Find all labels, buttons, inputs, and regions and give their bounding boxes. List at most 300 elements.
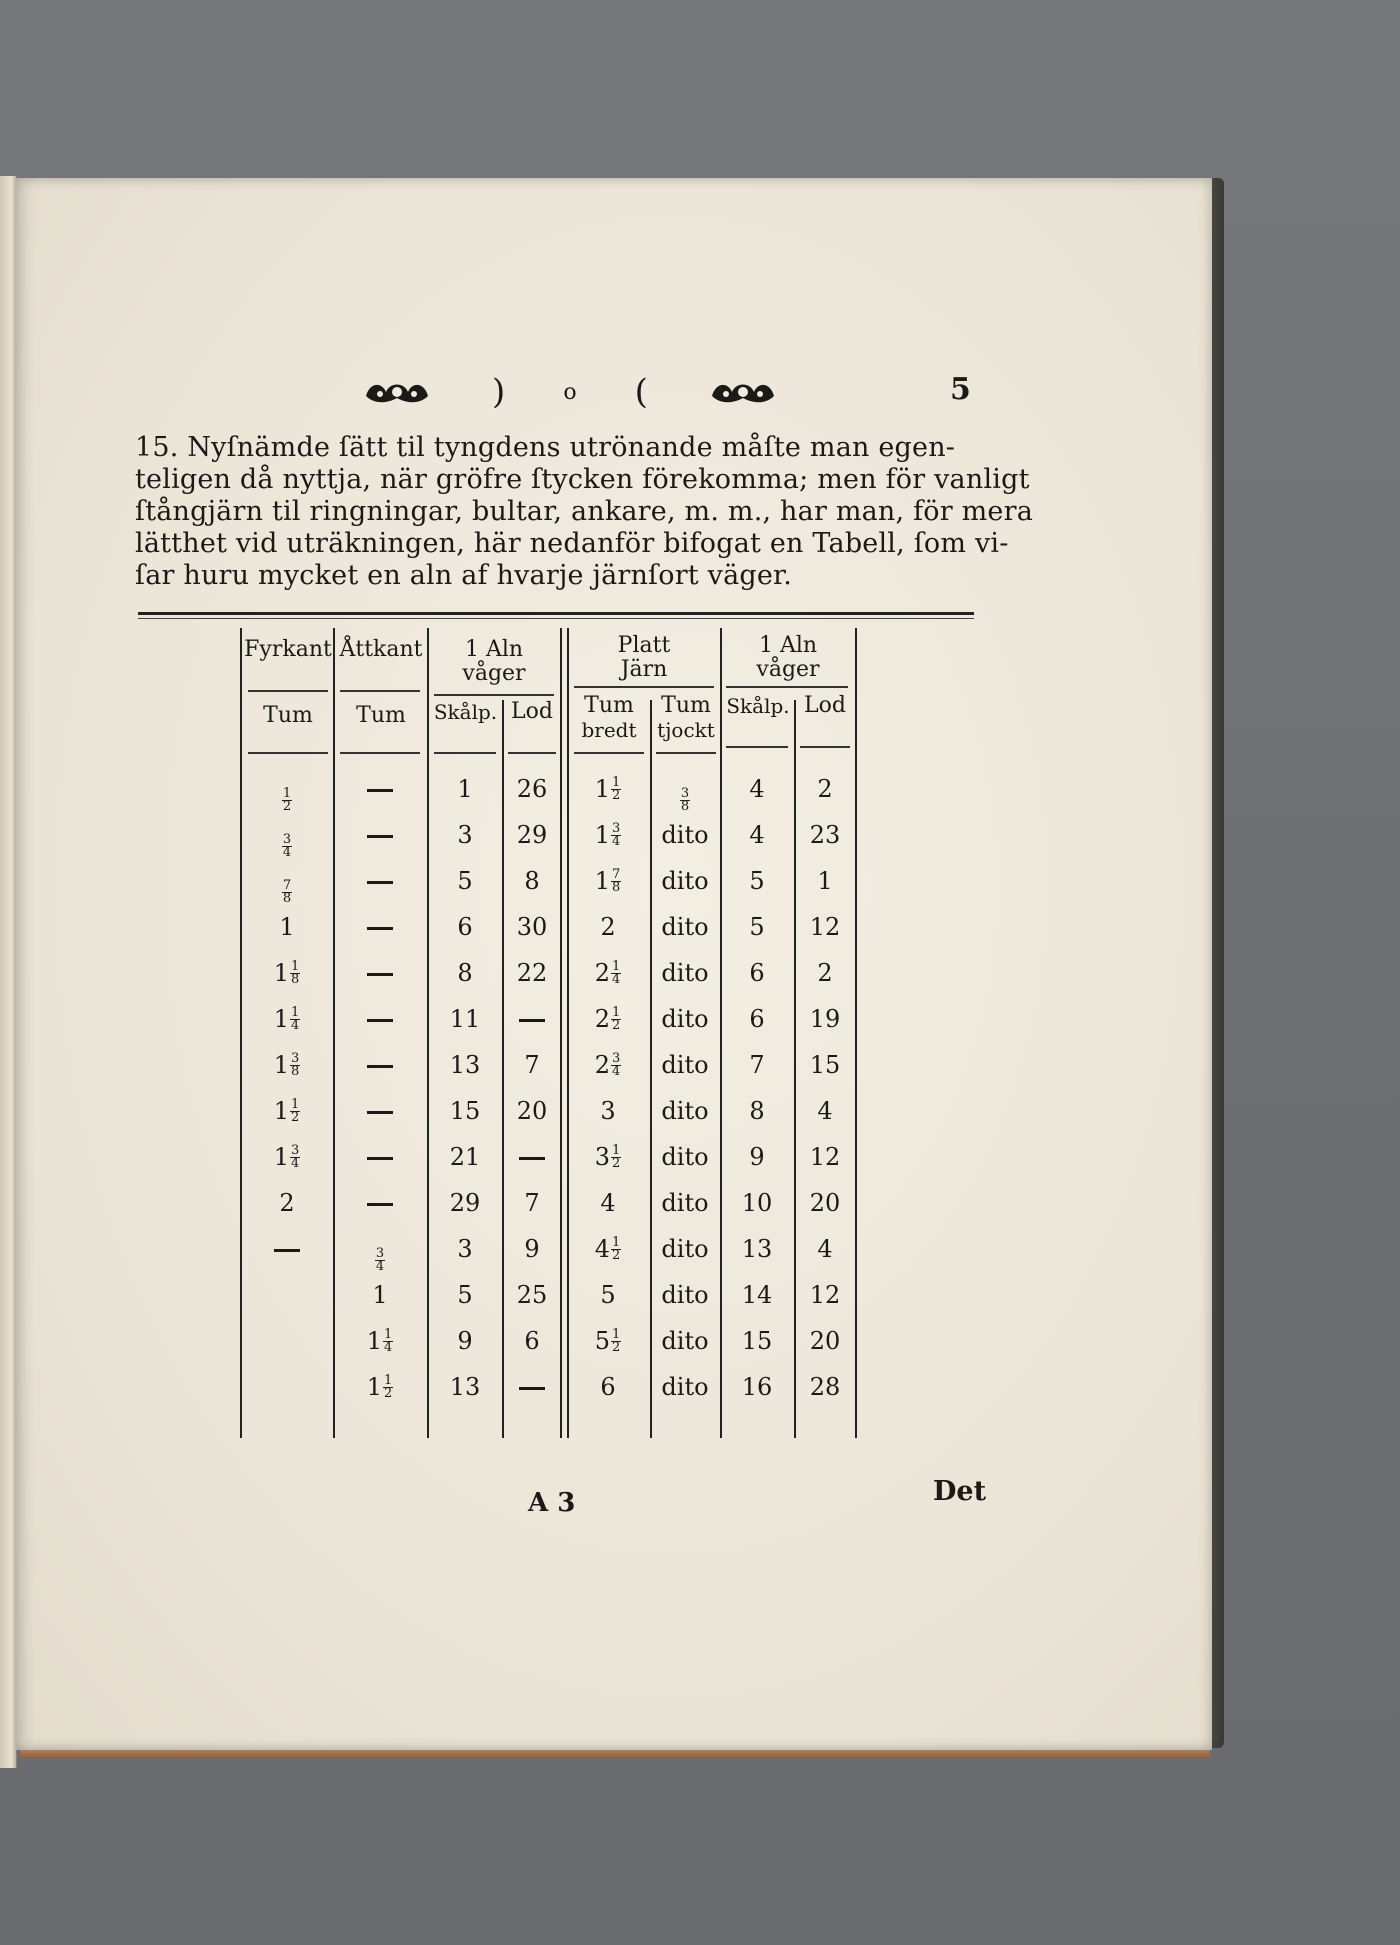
cell-text: dito bbox=[661, 867, 709, 895]
table-cell-skalp bbox=[435, 1234, 495, 1264]
table-cell-tjockt bbox=[655, 774, 715, 814]
table-cell-fyrkant bbox=[257, 1050, 317, 1080]
table-cell-fyrkant bbox=[257, 1142, 317, 1172]
whole-part: 2 bbox=[594, 1051, 610, 1079]
cell-text: 6 bbox=[600, 1373, 616, 1401]
table-cell-attkant bbox=[350, 1188, 410, 1218]
table-cell-lod2 bbox=[795, 1096, 855, 1126]
header-platt: Platt bbox=[617, 633, 671, 658]
table-cell-attkant bbox=[350, 1050, 410, 1080]
table-cell-fyrkant bbox=[257, 820, 317, 860]
table-cell-lod bbox=[502, 1050, 562, 1080]
cell-text: 4 bbox=[817, 1097, 833, 1125]
table-cell-skalp bbox=[435, 774, 495, 804]
fraction bbox=[611, 958, 621, 987]
dash-mark bbox=[367, 789, 393, 792]
header-rule bbox=[574, 752, 644, 754]
fraction bbox=[290, 1050, 300, 1079]
table-cell-skalp2 bbox=[727, 866, 787, 896]
denominator: 8 bbox=[612, 879, 621, 895]
floral-ornament-icon bbox=[360, 374, 434, 410]
numerator: 1 bbox=[612, 1004, 621, 1020]
table-cell-fyrkant bbox=[257, 866, 317, 906]
cell-text: dito bbox=[661, 821, 709, 849]
paragraph-line: ſar huru mycket en aln af hvarje järnſort väger. bbox=[135, 560, 792, 591]
dash-text bbox=[393, 1188, 394, 1189]
cell-text: 2 bbox=[817, 959, 833, 987]
table-cell-skalp2 bbox=[727, 912, 787, 942]
table-top-rule bbox=[138, 612, 974, 615]
denominator: 8 bbox=[680, 799, 690, 814]
table-cell-fyrkant bbox=[257, 1326, 317, 1356]
table-cell-skalp bbox=[435, 1004, 495, 1034]
numerator: 1 bbox=[612, 1326, 621, 1342]
table-cell-lod bbox=[502, 1372, 562, 1402]
table-cell-lod bbox=[502, 912, 562, 942]
cell-text: 16 bbox=[741, 1373, 773, 1401]
cell-text: dito bbox=[661, 1097, 709, 1125]
cell-text: 6 bbox=[749, 1005, 765, 1033]
denominator: 2 bbox=[612, 1339, 621, 1355]
dash-mark bbox=[367, 1157, 393, 1160]
denominator: 4 bbox=[612, 971, 621, 987]
dash-mark bbox=[519, 1387, 545, 1390]
headpiece-ornament bbox=[360, 370, 780, 414]
table-column-rule bbox=[427, 628, 429, 1438]
whole-part: 1 bbox=[273, 959, 289, 987]
cell-text: 8 bbox=[457, 959, 473, 987]
header-tum-2: Tum bbox=[356, 703, 406, 728]
table-cell-lod2 bbox=[795, 820, 855, 850]
dash-text bbox=[393, 1142, 394, 1143]
table-cell-fyrkant bbox=[257, 1280, 317, 1310]
dash-text bbox=[393, 866, 394, 867]
table-cell-skalp bbox=[435, 912, 495, 942]
cell-text: 5 bbox=[457, 1281, 473, 1309]
numerator: 1 bbox=[612, 1142, 621, 1158]
fraction bbox=[290, 958, 300, 987]
whole-part: 1 bbox=[366, 1327, 382, 1355]
numerator: 3 bbox=[612, 820, 621, 836]
table-cell-bredt bbox=[578, 1188, 638, 1218]
fraction bbox=[290, 1142, 300, 1171]
table-cell-skalp bbox=[435, 820, 495, 850]
header-rule bbox=[508, 752, 556, 754]
table-column-rule bbox=[333, 628, 335, 1438]
table-cell-lod bbox=[502, 1142, 562, 1172]
cell-text: 9 bbox=[457, 1327, 473, 1355]
table-column-rule bbox=[650, 700, 652, 1438]
mixed-number bbox=[282, 834, 292, 859]
cell-text: 12 bbox=[809, 913, 841, 941]
denominator: 4 bbox=[282, 845, 292, 860]
dash-text bbox=[393, 1004, 394, 1005]
fraction bbox=[611, 1326, 621, 1355]
table-cell-skalp bbox=[435, 866, 495, 896]
table-column-rule bbox=[855, 628, 857, 1438]
fraction bbox=[611, 866, 621, 895]
table-column-rule bbox=[720, 628, 722, 1438]
numerator: 7 bbox=[282, 878, 292, 893]
cell-text: 6 bbox=[524, 1327, 540, 1355]
cell-text: dito bbox=[661, 1373, 709, 1401]
table-cell-tjockt bbox=[655, 912, 715, 942]
table-cell-lod2 bbox=[795, 866, 855, 896]
numerator: 1 bbox=[384, 1326, 393, 1342]
mixed-number bbox=[274, 1096, 301, 1126]
fraction bbox=[375, 1248, 385, 1273]
table-cell-bredt bbox=[578, 912, 638, 942]
dash-text bbox=[545, 1142, 546, 1143]
table-cell-fyrkant bbox=[257, 1234, 317, 1264]
denominator: 2 bbox=[291, 1109, 300, 1125]
header-fyrkant: Fyrkant bbox=[244, 637, 332, 662]
dash-text bbox=[393, 774, 394, 775]
cell-text: 3 bbox=[457, 821, 473, 849]
ornament-center: o bbox=[563, 379, 577, 405]
cell-text: 3 bbox=[600, 1097, 616, 1125]
header-rule bbox=[248, 752, 328, 754]
cell-text: 28 bbox=[809, 1373, 841, 1401]
cell-text: 13 bbox=[449, 1373, 481, 1401]
cell-text: 15 bbox=[741, 1327, 773, 1355]
cell-text: 9 bbox=[524, 1235, 540, 1263]
cell-text: 20 bbox=[516, 1097, 548, 1125]
header-tum-tjockt-1: Tum bbox=[661, 693, 711, 718]
cell-text: 25 bbox=[516, 1281, 548, 1309]
header-tum-1: Tum bbox=[263, 703, 313, 728]
cell-text: 4 bbox=[600, 1189, 616, 1217]
fraction bbox=[282, 880, 292, 905]
ornament-left-paren: ) bbox=[492, 372, 506, 412]
cell-text: 22 bbox=[516, 959, 548, 987]
cell-text: 14 bbox=[741, 1281, 773, 1309]
cell-text: 4 bbox=[749, 821, 765, 849]
table-cell-lod2 bbox=[795, 912, 855, 942]
cell-text: 9 bbox=[749, 1143, 765, 1171]
dash-text bbox=[545, 1372, 546, 1373]
numerator: 1 bbox=[384, 1372, 393, 1388]
cell-text: dito bbox=[661, 959, 709, 987]
fraction bbox=[611, 1142, 621, 1171]
header-rule bbox=[574, 686, 714, 688]
fraction bbox=[680, 788, 690, 813]
table-cell-attkant bbox=[350, 1280, 410, 1310]
table-cell-lod bbox=[502, 866, 562, 896]
table-cell-bredt bbox=[578, 820, 638, 850]
table-cell-skalp2 bbox=[727, 1004, 787, 1034]
denominator: 2 bbox=[612, 787, 621, 803]
table-cell-skalp2 bbox=[727, 958, 787, 988]
table-cell-lod bbox=[502, 774, 562, 804]
table-cell-lod bbox=[502, 1280, 562, 1310]
cell-text: 6 bbox=[749, 959, 765, 987]
cell-text: 5 bbox=[600, 1281, 616, 1309]
body-paragraph bbox=[135, 432, 1034, 592]
dash-text bbox=[393, 912, 394, 913]
table-cell-fyrkant bbox=[257, 912, 317, 942]
table-cell-bredt bbox=[578, 1050, 638, 1080]
header-aln-right: 1 Aln bbox=[758, 633, 818, 658]
numerator: 3 bbox=[375, 1246, 385, 1261]
table-cell-skalp bbox=[435, 1096, 495, 1126]
cell-text: 26 bbox=[516, 775, 548, 803]
whole-part: 1 bbox=[273, 1051, 289, 1079]
table-cell-bredt bbox=[578, 1280, 638, 1310]
table-cell-lod2 bbox=[795, 1050, 855, 1080]
table-cell-skalp2 bbox=[727, 1234, 787, 1264]
denominator: 4 bbox=[612, 833, 621, 849]
whole-part: 4 bbox=[594, 1235, 610, 1263]
numerator: 1 bbox=[291, 958, 300, 974]
whole-part: 5 bbox=[594, 1327, 610, 1355]
table-cell-lod2 bbox=[795, 1004, 855, 1034]
denominator: 2 bbox=[282, 799, 292, 814]
denominator: 2 bbox=[612, 1247, 621, 1263]
table-cell-lod bbox=[502, 1188, 562, 1218]
mixed-number bbox=[274, 1004, 301, 1034]
cell-text: 21 bbox=[449, 1143, 481, 1171]
fraction bbox=[383, 1372, 393, 1401]
cell-text: dito bbox=[661, 913, 709, 941]
mixed-number bbox=[274, 1050, 301, 1080]
whole-part: 2 bbox=[594, 1005, 610, 1033]
dash-mark bbox=[367, 1203, 393, 1206]
dash-mark bbox=[519, 1157, 545, 1160]
table-cell-attkant bbox=[350, 1142, 410, 1172]
mixed-number bbox=[595, 1326, 622, 1356]
header-rule bbox=[726, 746, 788, 748]
table-cell-bredt bbox=[578, 774, 638, 804]
table-cell-fyrkant bbox=[257, 958, 317, 988]
table-cell-attkant bbox=[350, 1004, 410, 1034]
mixed-number bbox=[595, 1050, 622, 1080]
denominator: 8 bbox=[282, 891, 292, 906]
table-cell-bredt bbox=[578, 1142, 638, 1172]
cell-text: dito bbox=[661, 1051, 709, 1079]
numerator: 3 bbox=[291, 1050, 300, 1066]
cell-text: 4 bbox=[817, 1235, 833, 1263]
cell-text: dito bbox=[661, 1235, 709, 1263]
table-cell-skalp2 bbox=[727, 1142, 787, 1172]
left-page-edge bbox=[0, 176, 17, 1768]
denominator: 2 bbox=[612, 1017, 621, 1033]
cell-text: 7 bbox=[524, 1051, 540, 1079]
table-cell-tjockt bbox=[655, 1050, 715, 1080]
mixed-number bbox=[274, 1142, 301, 1172]
table-column-rule bbox=[240, 628, 242, 1438]
cell-text: 8 bbox=[524, 867, 540, 895]
numerator: 7 bbox=[612, 866, 621, 882]
dash-mark bbox=[367, 835, 393, 838]
dash-mark bbox=[367, 927, 393, 930]
numerator: 3 bbox=[680, 786, 690, 801]
table-cell-skalp2 bbox=[727, 820, 787, 850]
table-cell-tjockt bbox=[655, 1280, 715, 1310]
header-skalp-left: Skålp. bbox=[433, 700, 498, 724]
denominator: 2 bbox=[384, 1385, 393, 1401]
table-cell-skalp2 bbox=[727, 1372, 787, 1402]
header-lod-right: Lod bbox=[804, 693, 846, 718]
header-tum-tjockt-2: tjockt bbox=[657, 718, 715, 742]
header-rule bbox=[434, 694, 554, 696]
table-cell-tjockt bbox=[655, 1096, 715, 1126]
table-cell-lod bbox=[502, 1234, 562, 1264]
table-cell-lod2 bbox=[795, 1234, 855, 1264]
cell-text: 13 bbox=[741, 1235, 773, 1263]
dash-mark bbox=[519, 1019, 545, 1022]
dash-text bbox=[393, 1096, 394, 1097]
table-cell-lod bbox=[502, 1096, 562, 1126]
table-cell-bredt bbox=[578, 1004, 638, 1034]
cell-text: dito bbox=[661, 1327, 709, 1355]
iron-weight-table bbox=[240, 628, 860, 1443]
numerator: 3 bbox=[291, 1142, 300, 1158]
dash-mark bbox=[367, 973, 393, 976]
header-rule bbox=[656, 752, 716, 754]
whole-part: 2 bbox=[594, 959, 610, 987]
paragraph-line: lätthet vid uträkningen, här nedanför bifogat en Tabell, ſom vi- bbox=[135, 528, 1009, 559]
cell-text: 23 bbox=[809, 821, 841, 849]
dash-text bbox=[393, 820, 394, 821]
table-cell-skalp bbox=[435, 1142, 495, 1172]
page-number: 5 bbox=[950, 372, 971, 407]
header-lod-left: Lod bbox=[511, 699, 553, 724]
table-cell-lod bbox=[502, 820, 562, 850]
table-cell-skalp bbox=[435, 1050, 495, 1080]
ornament-right-paren: ( bbox=[634, 372, 648, 412]
table-cell-lod2 bbox=[795, 1280, 855, 1310]
mixed-number bbox=[595, 1004, 622, 1034]
dash-text bbox=[300, 1234, 301, 1235]
table-cell-tjockt bbox=[655, 1372, 715, 1402]
table-top-rule-thin bbox=[138, 618, 974, 619]
denominator: 4 bbox=[291, 1155, 300, 1171]
fraction bbox=[611, 1050, 621, 1079]
fraction bbox=[290, 1004, 300, 1033]
dash-text bbox=[393, 1050, 394, 1051]
cell-text: 4 bbox=[749, 775, 765, 803]
cell-text: 2 bbox=[600, 913, 616, 941]
table-cell-lod2 bbox=[795, 958, 855, 988]
header-skalp-right: Skålp. bbox=[726, 694, 790, 718]
table-cell-skalp bbox=[435, 1326, 495, 1356]
dash-mark bbox=[274, 1249, 300, 1252]
table-cell-skalp2 bbox=[727, 1050, 787, 1080]
table-cell-lod2 bbox=[795, 1188, 855, 1218]
table-cell-tjockt bbox=[655, 1004, 715, 1034]
table-cell-skalp bbox=[435, 1372, 495, 1402]
table-cell-bredt bbox=[578, 1372, 638, 1402]
table-cell-attkant bbox=[350, 1234, 410, 1274]
whole-part: 1 bbox=[594, 775, 610, 803]
paragraph-line: ſtångjärn til ringningar, bultar, ankare, m. m., har man, för mera bbox=[135, 496, 1034, 527]
header-tum-bredt-2: bredt bbox=[581, 718, 637, 742]
cell-text: 10 bbox=[741, 1189, 773, 1217]
table-cell-fyrkant bbox=[257, 1004, 317, 1034]
table-cell-attkant bbox=[350, 912, 410, 942]
header-rule bbox=[340, 690, 420, 692]
cell-text: 11 bbox=[449, 1005, 481, 1033]
numerator: 1 bbox=[291, 1096, 300, 1112]
table-cell-tjockt bbox=[655, 958, 715, 988]
cell-text: dito bbox=[661, 1281, 709, 1309]
cell-text: 29 bbox=[449, 1189, 481, 1217]
paragraph-line: 15. Nyſnämde ſätt til tyngdens utrönande måſte man egen- bbox=[135, 432, 956, 463]
numerator: 1 bbox=[612, 774, 621, 790]
table-cell-bredt bbox=[578, 958, 638, 988]
cell-text: 8 bbox=[749, 1097, 765, 1125]
cell-text: 3 bbox=[457, 1235, 473, 1263]
denominator: 4 bbox=[612, 1063, 621, 1079]
numerator: 1 bbox=[612, 1234, 621, 1250]
mixed-number bbox=[595, 1142, 622, 1172]
table-cell-lod2 bbox=[795, 1372, 855, 1402]
cell-text: 19 bbox=[809, 1005, 841, 1033]
cell-text: 2 bbox=[817, 775, 833, 803]
cell-text: 1 bbox=[457, 775, 473, 803]
table-cell-fyrkant bbox=[257, 1096, 317, 1126]
dash-mark bbox=[367, 881, 393, 884]
denominator: 8 bbox=[291, 1063, 300, 1079]
cell-text: 1 bbox=[279, 913, 295, 941]
dash-mark bbox=[367, 1019, 393, 1022]
cell-text: 5 bbox=[749, 867, 765, 895]
dash-text bbox=[545, 1004, 546, 1005]
table-cell-fyrkant bbox=[257, 1188, 317, 1218]
denominator: 4 bbox=[375, 1259, 385, 1274]
fraction bbox=[383, 1326, 393, 1355]
table-cell-tjockt bbox=[655, 1142, 715, 1172]
table-cell-skalp bbox=[435, 1188, 495, 1218]
cell-text: dito bbox=[661, 1143, 709, 1171]
whole-part: 1 bbox=[594, 867, 610, 895]
table-cell-attkant bbox=[350, 774, 410, 804]
cell-text: 1 bbox=[817, 867, 833, 895]
fraction bbox=[282, 788, 292, 813]
dash-text bbox=[393, 958, 394, 959]
header-rule bbox=[340, 752, 420, 754]
header-aln-left: 1 Aln bbox=[464, 637, 524, 662]
header-attkant: Åttkant bbox=[339, 637, 423, 662]
table-cell-skalp bbox=[435, 1280, 495, 1310]
table-cell-bredt bbox=[578, 1326, 638, 1356]
mixed-number bbox=[595, 958, 622, 988]
table-cell-fyrkant bbox=[257, 1372, 317, 1402]
table-cell-skalp2 bbox=[727, 1326, 787, 1356]
table-cell-lod bbox=[502, 958, 562, 988]
table-cell-tjockt bbox=[655, 1234, 715, 1264]
table-cell-attkant bbox=[350, 1096, 410, 1126]
table-cell-attkant bbox=[350, 866, 410, 896]
header-rule bbox=[248, 690, 328, 692]
header-tum-bredt-1: Tum bbox=[584, 693, 634, 718]
dash-mark bbox=[367, 1065, 393, 1068]
table-cell-lod2 bbox=[795, 774, 855, 804]
cell-text: 2 bbox=[279, 1189, 295, 1217]
cell-text: 12 bbox=[809, 1143, 841, 1171]
whole-part: 1 bbox=[273, 1005, 289, 1033]
table-cell-lod2 bbox=[795, 1326, 855, 1356]
whole-part: 1 bbox=[273, 1143, 289, 1171]
fraction bbox=[611, 774, 621, 803]
cell-text: 7 bbox=[749, 1051, 765, 1079]
mixed-number bbox=[274, 958, 301, 988]
fraction bbox=[282, 834, 292, 859]
paragraph-line: teligen då nyttja, när gröfre ſtycken förekomma; men för vanligt bbox=[135, 464, 1030, 495]
table-column-rule bbox=[567, 628, 569, 1438]
table-cell-skalp2 bbox=[727, 1280, 787, 1310]
